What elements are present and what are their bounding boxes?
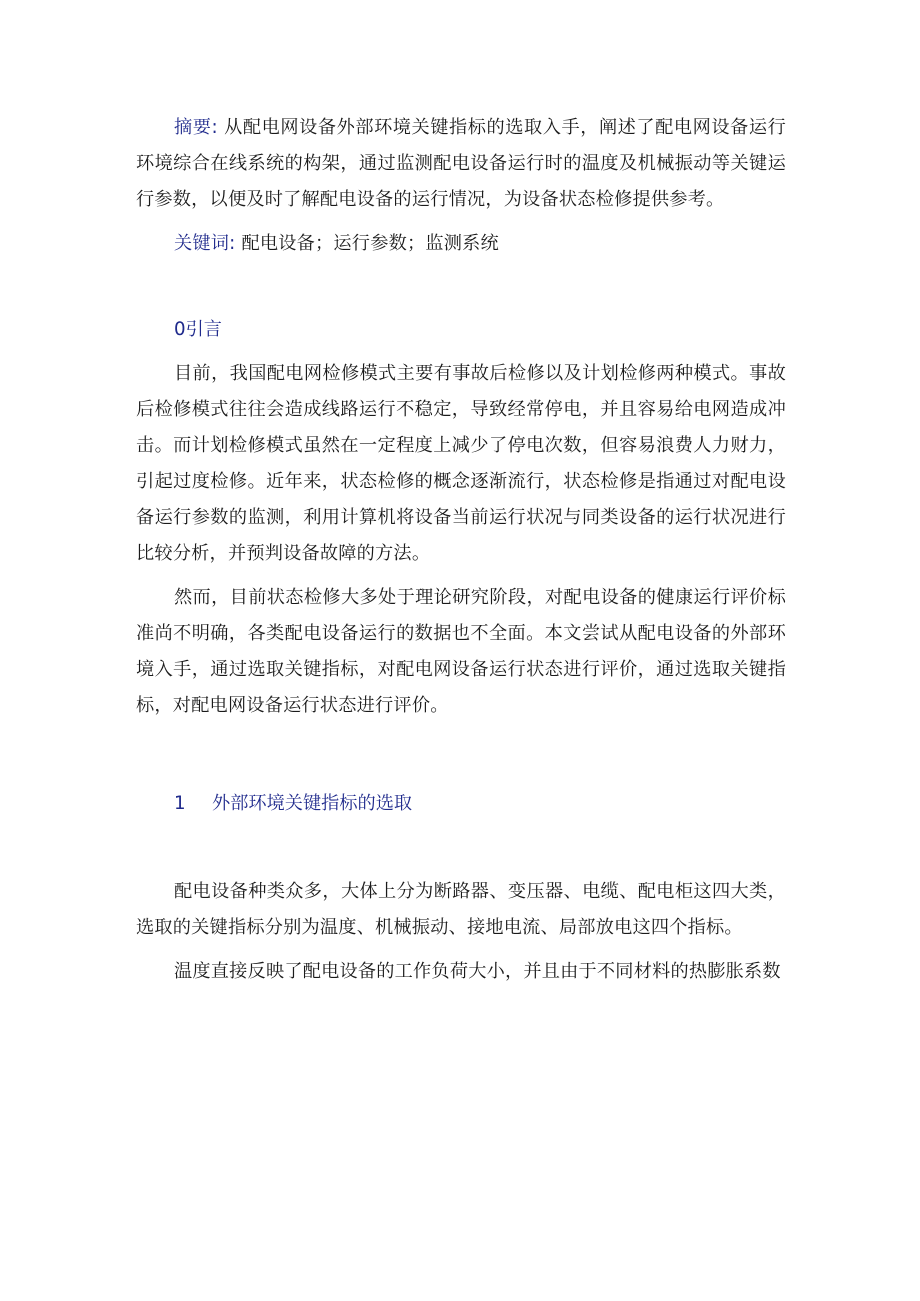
- keywords-paragraph: [136, 226, 786, 262]
- keywords-label: 关键词:: [174, 233, 236, 254]
- section-1-paragraph-2: 温度直接反映了配电设备的工作负荷大小，并且由于不同材料的热膨胀系数: [174, 961, 781, 982]
- abstract-text: 从配电网设备外部环境关键指标的选取入手，阐述了配电网设备运行环境综合在线系统的构架，通过监测配电设备运行时的温度及机械振动等关键运行参数，以便及时了解配电设备的运行情况，为设备状态检修提供参考。: [136, 117, 786, 210]
- abstract-label: 摘要:: [174, 117, 218, 138]
- intro-paragraph-2: 然而，目前状态检修大多处于理论研究阶段，对配电设备的健康运行评价标准尚不明确，各类配电设备运行的数据也不全面。本文尝试从配电设备的外部环境入手，通过选取关键指标，对配电网设备运行状态进行评价，通过选取关键指标，对配电网设备运行状态进行评价。: [136, 587, 786, 716]
- section-1-paragraph-1: 配电设备种类众多，大体上分为断路器、变压器、电缆、配电柜这四大类，选取的关键指标分别为温度、机械振动、接地电流、局部放电这四个指标。: [136, 881, 786, 938]
- intro-paragraph-1: 目前，我国配电网检修模式主要有事故后检修以及计划检修两种模式。事故后检修模式往往会造成线路运行不稳定，导致经常停电，并且容易给电网造成冲击。而计划检修模式虽然在一定程度上减少了停电次数，但容易浪费人力财力，引起过度检修。近年来，状态检修的概念逐渐流行，状态检修是指通过对配电设备运行参数的监测，利用计算机将设备当前运行状况与同类设备的运行状况进行比较分析，并预判设备故障的方法。: [136, 363, 786, 564]
- section-1-title: 外部环境关键指标的选取: [212, 793, 413, 814]
- section-1-heading: [136, 786, 786, 822]
- keywords-text: 配电设备；运行参数；监测系统: [241, 233, 499, 254]
- abstract-paragraph: [136, 110, 786, 218]
- intro-heading: 0引言: [174, 319, 222, 340]
- section-1-number: 1: [174, 793, 186, 814]
- document-page: [136, 110, 786, 990]
